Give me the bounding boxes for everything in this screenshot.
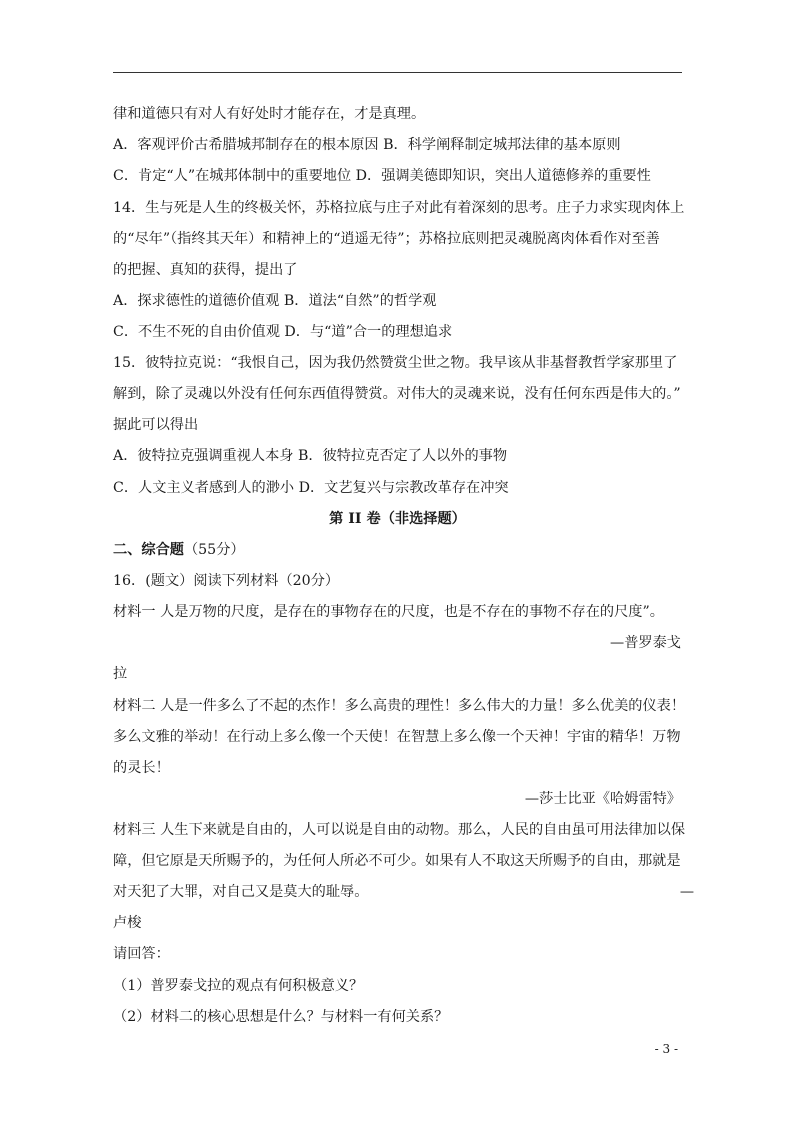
answer-prompt: 请回答： (113, 946, 170, 962)
header-rule (113, 72, 682, 73)
question-16: 16．(题文）阅读下列材料（20分） (113, 573, 340, 589)
page-number: - 3 - (654, 1042, 678, 1056)
material-3: 材料三 人生下来就是自由的，人可以说是自由的动物。那么，人民的自由虽可用法律加以保 (113, 822, 686, 838)
text-line: 律和道德只有对人有好处时才能存在，才是真理。 (113, 106, 426, 122)
material-3: 障，但它原是天所赐予的，为任何人所必不可少。如果有人不取这天所赐予的自由，那就是 (113, 853, 681, 869)
material-2: 的灵长！ (113, 760, 170, 776)
material-1-source-cont: 拉 (113, 666, 128, 682)
text-line: 据此可以得出 (113, 417, 199, 433)
text-line: 解到，除了灵魂以外没有任何东西值得赞赏。对伟大的灵魂来说，没有任何东西是伟大的。” (113, 386, 681, 402)
option-line: A．客观评价古希腊城邦制存在的根本原因 B．科学阐释制定城邦法律的基本原则 (113, 137, 621, 153)
text-line: 的“尽年”（指终其天年）和精神上的“逍遥无待”；苏格拉底则把灵魂脱离肉体看作对至善 (113, 231, 660, 247)
material-2: 多么文雅的举动！在行动上多么像一个天使！在智慧上多么像一个天神！宇宙的精华！万物 (113, 729, 681, 745)
material-3-source-cont: 卢梭 (113, 915, 142, 931)
sub-question-1: （1）普罗泰戈拉的观点有何积极意义？ (113, 978, 364, 994)
option-line: C．人文主义者感到人的渺小 D．文艺复兴与宗教改革存在冲突 (113, 480, 509, 496)
material-1-source: —普罗泰戈 (610, 635, 681, 651)
option-line: C．不生不死的自由价值观 D．与“道”合一的理想追求 (113, 324, 453, 340)
question-15: 15．彼特拉克说：“我恨自己，因为我仍然赞赏尘世之物。我早该从非基督教哲学家那里了 (113, 355, 678, 371)
material-2-source: —莎士比亚《哈姆雷特》 (524, 791, 681, 807)
material-1: 材料一 人是万物的尺度，是存在的事物存在的尺度，也是不存在的事物不存在的尺度”。 (113, 604, 664, 620)
text-line: 的把握、真知的获得，提出了 (113, 262, 298, 278)
option-line: A．彼特拉克强调重视人本身 B．彼特拉克否定了人以外的事物 (113, 448, 508, 464)
section-heading-label: 二、综合题 (113, 542, 184, 558)
question-14: 14．生与死是人生的终极关怀，苏格拉底与庄子对此有着深刻的思考。庄子力求实现肉体上 (113, 200, 685, 216)
sub-question-2: （2）材料二的核心思想是什么？与材料一有何关系？ (113, 1009, 449, 1025)
section-title: 第 II 卷（非选择题） (329, 511, 466, 527)
section-heading (113, 540, 245, 560)
section-score: （55分） (183, 542, 245, 558)
material-3: 对天犯了大罪，对自己又是莫大的耻辱。 (113, 884, 369, 900)
option-line: C．肯定“人”在城邦体制中的重要地位 D．强调美德即知识，突出人道德修养的重要性 (113, 168, 651, 184)
material-2: 材料二 人是一件多么了不起的杰作！多么高贵的理性！多么伟大的力量！多么优美的仪表！ (113, 698, 686, 714)
material-3-source: — (679, 884, 694, 900)
option-line: A．探求德性的道德价值观 B．道法“自然”的哲学观 (113, 293, 437, 309)
